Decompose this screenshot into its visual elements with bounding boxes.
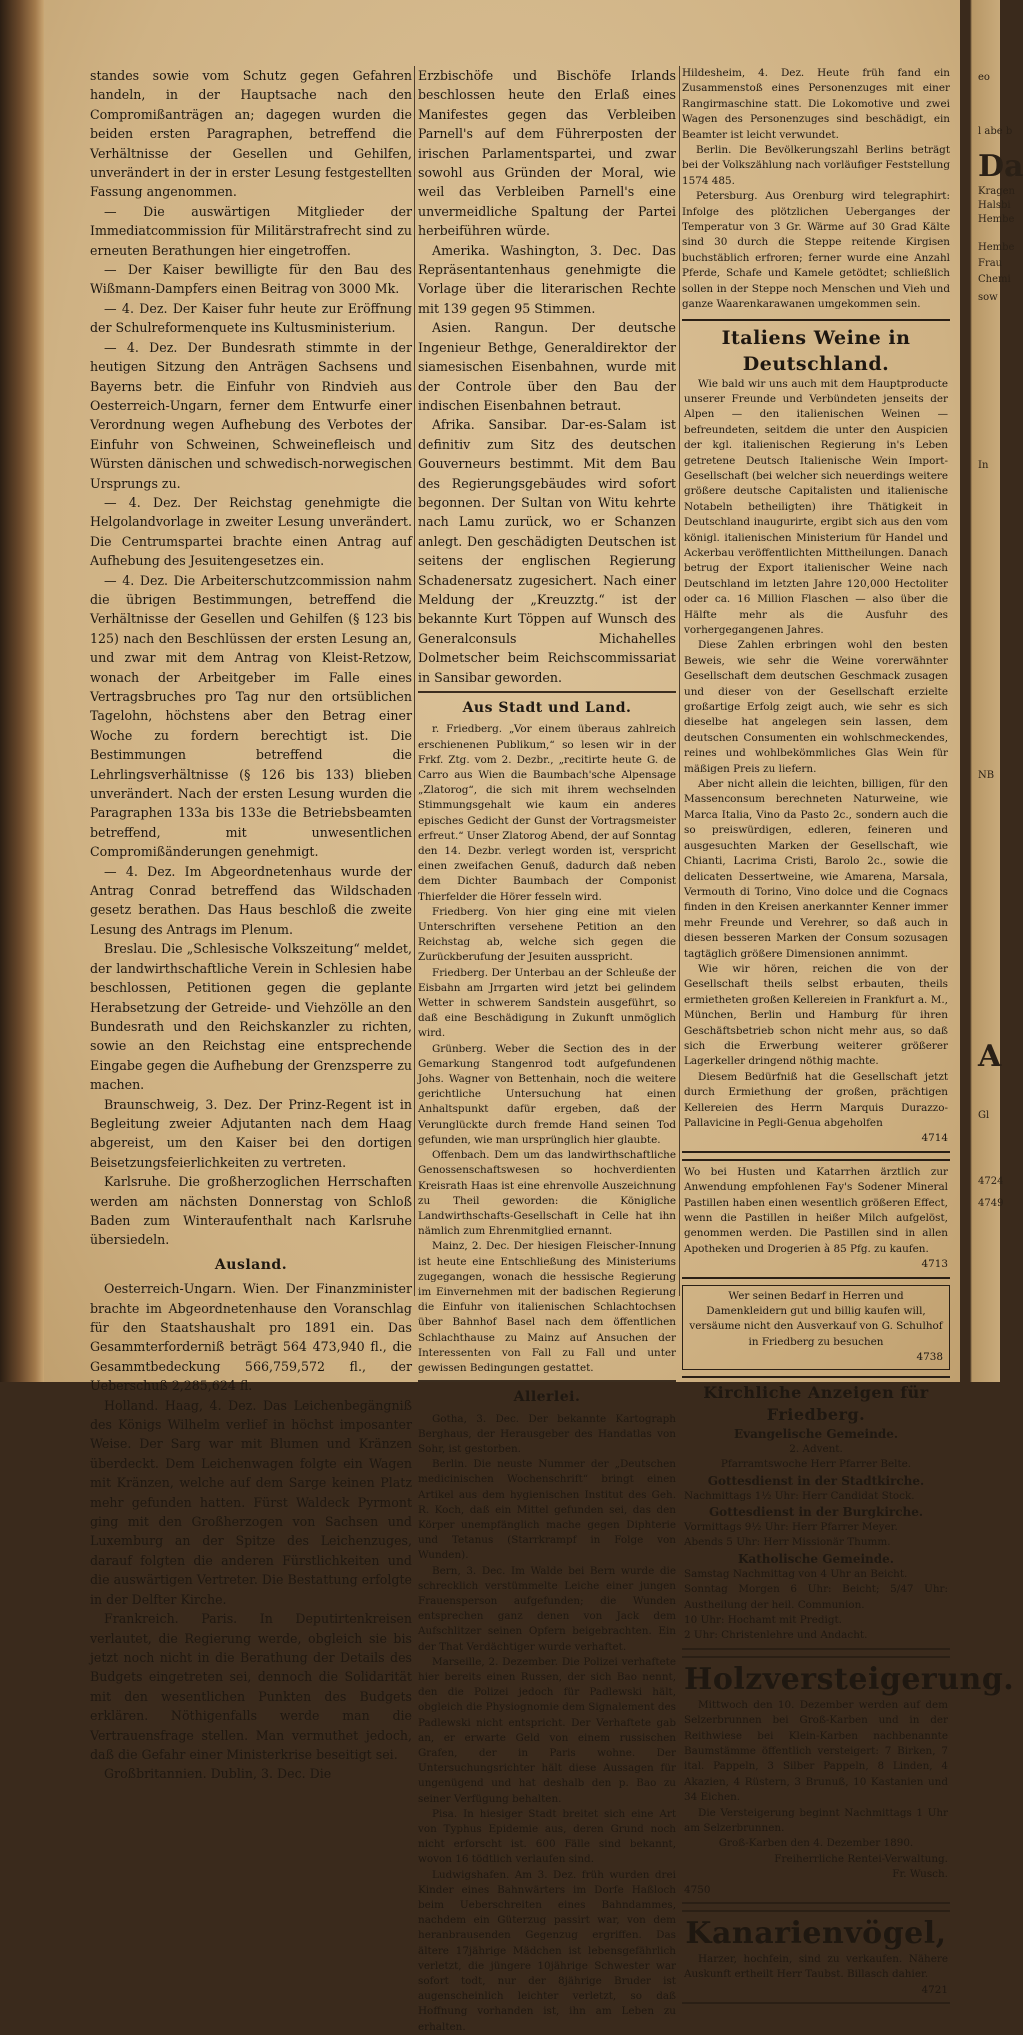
column-1	[90, 66, 412, 1782]
church-title: Kirchliche Anzeigen für Friedberg.	[703, 1382, 929, 1424]
facing-page-fragment: A	[978, 1039, 1002, 1074]
church-line: Nachmittags 1½ Uhr: Herr Candidat Stock.	[684, 1489, 915, 1502]
advert-signature: Groß-Karben den 4. Dezember 1890.	[718, 1837, 914, 1850]
advert-title: Holzversteigerung.	[684, 1661, 1015, 1697]
book-binding	[0, 0, 44, 1382]
paragraph: — Der Kaiser bewilligte für den Bau des Wißmann-Dampfers einen Beitrag von 3000 Mk.	[90, 262, 412, 297]
section-heading-ausland: Ausland.	[214, 1256, 288, 1273]
facing-page-fragment: Frau	[978, 258, 1003, 269]
church-subheading: Gottesdienst in der Burgkirche.	[708, 1504, 924, 1519]
paragraph: r. Friedberg. „Vor einem überaus zahlreich erschienenen Publikum,“ so lesen wir in der Frkf. Ztg. vom 2. Dezbr., „recitirte heute G. de Carro aus Wien die Baumbach'sche Alpensage „Zlatorog“, die sich mit ihrem wechselnden Stimmungsgehalt wie kaum ein anderes episches Gedicht der Gunst der Vortragsmeister erfreut.“ Unser Zlatorog Abend, der auf Sonntag den 14. Dezbr. verlegt worden ist, verspricht einen zweifachen Genuß, dadurch daß neben dem Dichter Baumbach der Componist Thierfelder die Hörer fesseln wird.	[418, 723, 676, 903]
facing-page-fragment: Chemi	[978, 274, 1011, 285]
paragraph: Friedberg. Von hier ging eine mit vielen Unterschriften versehene Petition an den Reichstag ab, welche sich gegen die Zurückberufung der Jesuiten ausspricht.	[418, 905, 676, 964]
advert-title: Kanarienvögel,	[685, 1916, 947, 1952]
advert-signature: Freiherrliche Rentei-Verwaltung.	[774, 1852, 948, 1865]
facing-page-fragment: Halsbi	[978, 200, 1011, 211]
section-heading-stadt-und-land: Aus Stadt und Land.	[462, 700, 632, 716]
facing-page-fragment: Da	[978, 149, 1023, 184]
paragraph: Berlin. Die neuste Nummer der „Deutschen medicinischen Wochenschrift“ bringt einen Artikel aus dem hygienischen Institut des Geh. R. Koch, daß ein Mittel gefunden sei, das den Körper unempfänglich mache gegen Diphterie und Tetanus (Starrkrampf in Folge von Wunden).	[418, 1458, 676, 1562]
facing-page-fragment: Hembe	[978, 214, 1015, 225]
paragraph: Die Versteigerung beginnt Nachmittags 1 Uhr am Selzerbrunnen.	[684, 1806, 948, 1834]
church-line: Vormittags 9½ Uhr: Herr Pfarrer Meyer.	[684, 1520, 898, 1533]
column-divider	[679, 66, 680, 1296]
paragraph: Diese Zahlen erbringen wohl den besten Beweis, wie sehr die Weine vorerwähnter Gesellschaft dem deutschen Geschmack zusagen und dieser von der Gesellschaft erzielte großartige Erfolg zeigt auch, wie sehr es sich dieselbe hat angelegen sein lassen, dem deutschen Consumenten ein wohlschmeckendes, reines und wohlbekömmliches Glas Wein für mäßigen Preis zu liefern.	[684, 639, 948, 775]
paragraph: Karlsruhe. Die großherzoglichen Herrschaften werden am nächsten Donnerstag von Schloß Baden zum Winteraufenthalt nach Karlsruhe übersiedeln.	[90, 1174, 412, 1248]
advert-signature: Fr. Wusch.	[892, 1868, 948, 1881]
facing-page-fragment: sow	[978, 292, 998, 303]
advert-text: Wer seinen Bedarf in Herren und Damenkleidern gut und billig kaufen will, versäume nicht den Ausverkauf von G. Schulhof in Friedberg zu besuchen	[689, 1289, 943, 1348]
paragraph: Friedberg. Der Unterbau an der Schleuße der Eisbahn am Jrrgarten wird jetzt bei gelindem Wetter in schwerem Sandstein ausgeführt, so daß eine Beschädigung in Zukunft unmöglich wird.	[418, 966, 676, 1040]
facing-page-fragment: eo	[978, 72, 990, 83]
advert-number: 4713	[921, 1258, 948, 1271]
paragraph: Marseille, 2. Dezember. Die Polizei verhaftete hier bereits einen Russen, der sich Bao nennt, den die Polizei jedoch für Padlewski hält, obgleich die Physiognomie dem Signalement des Padlewski nicht entspricht. Der Verhaftete gab an, er erwarte Geld von einem russischen Grafen, der in Paris wohne. Der Untersuchungsrichter hält diese Aussagen für ungenügend und hat deshalb den p. Bao zu seiner Verfügung behalten.	[418, 1655, 677, 1805]
paragraph: Holland. Haag, 4. Dez. Das Leichenbegängniß des Königs Wilhelm verlief in höchst imposanter Weise. Der Sarg war mit Blumen und Kränzen überdeckt. Dem Leichenwagen folgte ein Wagen mit Kränzen, welche auf dem Sarge keinen Platz mehr gefunden hatten. Fürst Waldeck Pyrmont ging mit den Großherzogen von Sachsen und Luxemburg an der Spitze des Leichenzuges, darauf folgten die anderen Fürstlichkeiten und die auswärtigen Vertreter. Die Bestattung erfolgte in der Delfter Kirche.	[90, 1397, 412, 1607]
church-subheading: Evangelische Gemeinde.	[733, 1426, 899, 1441]
advert-title: Italiens Weine in Deutschland.	[721, 326, 911, 375]
paragraph: Frankreich. Paris. In Deputirtenkreisen verlautet, die Regierung werde, obgleich sie bis jetzt noch nicht in die Berathung der Details des Budgets eingetreten sei, dennoch die Solidarität mit den wesentlichen Punkten des Budgets erklären. Nöthigenfalls werde man die Vertrauensfrage stellen. Man vermuthet jedoch, daß die Gefahr einer Ministerkrise beseitigt sei.	[90, 1611, 412, 1762]
paragraph: — 4. Dez. Der Bundesrath stimmte in der heutigen Sitzung den Anträgen Sachsens und Bayerns betr. die Einfuhr von Rindvieh aus Oesterreich-Ungarn, ferner dem Entwurfe einer Verordnung wegen Aufhebung des Verbotes der Einfuhr von Schweinen, Schweinefleisch und Würsten dänischen und schwedisch-norwegischen Ursprungs zu.	[90, 339, 412, 491]
paragraph: Harzer, hochfein, sind zu verkaufen. Nähere Auskunft ertheilt Herr Taubst. Billasch dahier.	[684, 1953, 948, 1981]
column-divider	[414, 66, 415, 1296]
paragraph: Wie bald wir uns auch mit dem Hauptproducte unserer Freunde und Verbündeten jenseits der Alpen — den italienischen Weinen — befreundeten, seitdem die unter den Auspicien der kgl. italienischen Regierung in's Leben getretene Deutsch Italienische Wein Import-Gesellschaft (bei welcher sich neuerdings weitere größere deutsche Capitalisten und italienische Notabeln betheiligten) ihre Thätigkeit in Deutschland inaugurirte, ergibt sich aus den vom königl. italienischen Ministerium für Handel und Ackerbau veröffentlichten Mittheilungen. Danach betrug der Export italienischer Weine nach Deutschland im letzten Jahre 120,000 Hectoliter oder ca. 16 Million Flaschen — also über die Hälfte mehr als die Ausfuhr des vorhergegangenen Jahres.	[684, 377, 948, 636]
facing-page-fragment: In	[978, 460, 989, 471]
church-notices	[682, 1376, 950, 1650]
paragraph: Hildesheim, 4. Dez. Heute früh fand ein Zusammenstoß eines Personenzuges mit einer Rangirmaschine statt. Die Lokomotive und zwei Wagen des Personenzuges sind beschädigt, ein Beamter ist leicht verwundet.	[682, 67, 950, 141]
section-rule	[418, 691, 676, 693]
advert-kanarienvoegel	[682, 1910, 950, 2004]
facing-page-fragment: Hembe	[978, 242, 1015, 253]
paragraph: Erzbischöfe und Bischöfe Irlands beschlossen heute den Erlaß eines Manifestes gegen das Verbleiben Parnell's auf dem Führerposten der irischen Parlamentspartei, und zwar sowohl aus Gründen der Moral, wie weil das Verbleiben Parnell's eine unvermeidliche Spaltung der Partei herbeiführen würde.	[418, 68, 676, 239]
section-rule	[418, 1380, 676, 1382]
facing-page-fragment: Kragen	[978, 186, 1015, 197]
facing-page-edge	[960, 0, 1023, 1382]
facing-page-fragment: Gl	[978, 1110, 990, 1121]
miscellaneous-news	[418, 1412, 676, 2035]
advert-number: 4714	[921, 1132, 948, 1145]
section-heading-allerlei: Allerlei.	[513, 1389, 581, 1406]
paragraph: Mittwoch den 10. Dezember werden auf dem Selzerbrunnen bei Groß-Karben und in der Reithwiese bei Klein-Karben nachbenannte Baumstämme öffentlich versteigert: 7 Birken, 7 ital. Pappeln, 3 Silber Pappeln, 8 Linden, 4 Akazien, 4 Rüstern, 3 Brunuß, 10 Kastanien und 34 Eichen.	[684, 1698, 948, 1804]
paragraph: Aber nicht allein die leichten, billigen, für den Massenconsum berechneten Naturweine, wie Marca Italia, Vino da Pasto 2c., sondern auch die so preiswürdigen, edleren, feineren und ausgesuchten Marken der Gesellschaft, wie Chianti, Lacrima Cristi, Barolo 2c., sowie die delicaten Dessertweine, wie Amarena, Marsala, Vermouth di Torino, Vino dolce und die Cognacs finden in den Kreisen anerkannter Kenner immer mehr Freunde und Verehrer, so daß auch in diesen besseren Marken der Consum sozusagen tagtäglich größere Dimensionen annimmt.	[684, 778, 948, 960]
church-line: 2 Uhr: Christenlehre und Andacht.	[684, 1629, 868, 1642]
column-2	[418, 66, 677, 2033]
paragraph: Pisa. In hiesiger Stadt breitet sich eine Art von Typhus Epidemie aus, deren Grund noch nicht erforscht ist. 600 Fälle sind bekannt, wovon 16 tödtlich verlaufen sind.	[418, 1807, 676, 1866]
church-subheading: Katholische Gemeinde.	[738, 1551, 894, 1566]
paragraph: — 4. Dez. Der Reichstag genehmigte die Helgolandvorlage in zweiter Lesung unverändert. Die Centrumspartei brachte einen Antrag auf Aufhebung des Jesuitengesetzes ein.	[90, 494, 412, 569]
paragraph: Afrika. Sansibar. Dar-es-Salam ist definitiv zum Sitz des deutschen Gouverneurs bestimmt. Mit dem Bau des Regierungsgebäudes wird sofort begonnen. Der Sultan von Witu kehrte nach Lamu zurück, wo er Schanzen anlegt. Den geschädigten Deutschen ist seitens der englischen Regierung Schadenersatz zugesichert. Nach einer Meldung der „Kreuzztg.“ ist der bekannte Kurt Töppen auf Wunsch des Generalconsuls Michahelles Dolmetscher beim Reichscommissariat in Sansibar geworden.	[418, 417, 676, 685]
paragraph: — 4. Dez. Im Abgeordnetenhaus wurde der Antrag Conrad betreffend das Wildschaden gesetz berathen. Das Haus beschloß die zweite Lesung des Antrags im Plenum.	[90, 863, 412, 937]
church-line: Samstag Nachmittag von 4 Uhr an Beicht.	[684, 1567, 908, 1580]
paragraph: Berlin. Die Bevölkerungszahl Berlins beträgt bei der Volkszählung nach vorläufiger Feststellung 1574 485.	[682, 144, 950, 187]
paragraph: Wo bei Husten und Katarrhen ärztlich zur Anwendung empfohlenen Fay's Sodener Mineral Pastillen haben einen wesentlich größeren Effect, wenn die Pastillen in heißer Milch aufgelöst, genommen werden. Die Pastillen sind in allen Apotheken und Drogerien à 85 Pfg. zu kaufen.	[684, 1165, 948, 1255]
paragraph: Amerika. Washington, 3. Dec. Das Repräsentantenhaus genehmigte die Vorlage über die literarischen Rechte mit 139 gegen 95 Stimmen.	[418, 242, 676, 316]
facing-page-fragment: NB	[978, 770, 995, 781]
paragraph: Offenbach. Dem um das landwirthschaftliche Genossenschaftswesen so hochverdienten Kreisrath Haas ist eine ehrenvolle Auszeichnung zu Theil geworden: die Königliche Landwirthschafts-Gesellschaft in Celle hat ihn nämlich zum Ehrenmitglied ernannt.	[418, 1149, 676, 1238]
facing-page-fragment: 4749	[978, 1198, 1004, 1209]
paragraph: — Die auswärtigen Mitglieder der Immediatcommission für Militärstrafrecht sind zu erneuten Berathungen hier eingetroffen.	[90, 203, 412, 258]
church-line: Pfarramtswoche Herr Pfarrer Belte.	[720, 1458, 912, 1471]
paragraph: Großbritannien. Dublin, 3. Dec. Die	[104, 1766, 332, 1782]
advert-number: 4721	[921, 1983, 948, 1996]
advert-schulhof	[682, 1285, 950, 1370]
church-line: 2. Advent.	[789, 1442, 843, 1455]
paragraph: Grünberg. Weber die Section des in der Gemarkung Stangenrod todt aufgefundenen Johs. Wagner von Bettenhain, noch die weitere gerichtliche Untersuchung hat einen Anhaltspunkt dafür ergeben, daß der Verunglückte durch fremde Hand seinen Tod gefunden, wie man ursprünglich hier glaubte.	[418, 1042, 676, 1146]
paragraph: Breslau. Die „Schlesische Volkszeitung“ meldet, der landwirthschaftliche Verein in Schlesien habe beschlossen, Petitionen gegen die geplante Herabsetzung der Getreide- und Viehzölle an den Bundesrath und den Reichskanzler zu richten, sowie an den Reichstag eine entsprechende Eingabe gegen die Aufhebung der Grenzsperre zu machen.	[90, 941, 412, 1093]
church-line: Sonntag Morgen 6 Uhr: Beicht; 5/47 Uhr: Austheilung der heil. Communion.	[684, 1583, 948, 1611]
church-line: Abends 5 Uhr: Herr Missionär Thumm.	[684, 1536, 891, 1549]
paragraph: Braunschweig, 3. Dez. Der Prinz-Regent ist in Begleitung zweier Adjutanten nach dem Haag abgereist, um den Kaiser bei den dortigen Beisetzungsfeierlichkeiten zu vertreten.	[90, 1096, 412, 1170]
paragraph: Petersburg. Aus Orenburg wird telegraphirt: Infolge des plötzlichen Ueberganges der Temperatur von 3 Gr. Wärme auf 30 Grad Kälte sind 30 durch die Steppe reitende Kirgisen buchstäblich erfroren; ferner wurde eine Anzahl Pferde, Schafe und Kamele getödtet; schließlich sollen in der Steppe noch Menschen und Vieh und ganze Waarenkarawanen umgekommen sein.	[682, 190, 950, 311]
paragraph: Ludwigshafen. Am 3. Dez. früh wurden drei Kinder eines Bahnwärters im Dorfe Haßloch beim Ueberschreiten eines Bahndammes, nachdem ein Güterzug passirt war, von dem heranbrausenden Gegenzug ergriffen. Das ältere 17jährige Mädchen ist lebensgefährlich verletzt, die jüngere 10jährige Schwester war sofort todt, nur der 8jährige Bruder ist augenscheinlich leichter verletzt, so daß Hoffnung vorhanden ist, ihn am Leben zu erhalten.	[418, 1868, 676, 2033]
paragraph: Diesem Bedürfniß hat die Gesellschaft jetzt durch Ermiethung der großen, prächtigen Kellereien des Herrn Marquis Durazzo-Pallavicine in Pegli-Genua abgeholfen	[684, 1070, 948, 1129]
advert-italian-wines	[682, 319, 950, 1153]
advert-number: 4750	[684, 1883, 711, 1896]
advert-sodener-pastillen	[682, 1159, 950, 1279]
paragraph: Bern, 3. Dec. Im Walde bei Bern wurde die schrecklich verstümmelte Leiche einer jungen Frauensperson aufgefunden; die Wunden entsprechen ganz denen von Jack dem Aufschlitzer seinen Opfern beigebrachten. Ein der That Verdächtiger wurde verhaftet.	[418, 1564, 676, 1653]
church-line: 10 Uhr: Hochamt mit Predigt.	[684, 1613, 842, 1626]
paragraph: — 4. Dez. Der Kaiser fuhr heute zur Eröffnung der Schulreformenquete ins Kultusministerium.	[90, 300, 412, 336]
local-news	[418, 722, 676, 1376]
paragraph: Mainz, 2. Dec. Der hiesigen Fleischer-Innung ist heute eine Entschließung des Ministeriums zugegangen, wonach die hessische Regierung im Einvernehmen mit der badischen Regierung die Einfuhr von italienischen Schlachtochsen über Bahnhof Basel nach dem öffentlichen Schlachthause zu Mainz auf Ansuchen der Interessenten von Fall zu Fall und unter gewissen Bedingungen gestattet.	[418, 1240, 676, 1374]
paragraph: standes sowie vom Schutz gegen Gefahren handeln, in der Hauptsache nach den Compromißanträgen an; dagegen wurden die beiden ersten Paragraphen, betreffend die Verhältnisse der Gesellen und Gehilfen, unverändert in der in erster Lesung festgestellten Fassung angenommen.	[90, 68, 412, 200]
facing-page-fragment: l abe b	[978, 126, 1013, 137]
paragraph: Oesterreich-Ungarn. Wien. Der Finanzminister brachte im Abgeordnetenhause den Voranschlag für den Staatshaushalt pro 1891 ein. Das Gesammterforderniß beträgt 564 473,940 fl., die Gesammtbedeckung 566,759,572 fl., der Ueberschuß 2,285,624 fl.	[90, 1281, 412, 1394]
church-subheading: Gottesdienst in der Stadtkirche.	[707, 1473, 925, 1488]
paragraph: Wie wir hören, reichen die von der Gesellschaft theils selbst erbauten, theils ermietheten großen Kellereien in Frankfurt a. M., München, Berlin und Hamburg für ihren Geschäftsbetrieb schon nicht mehr aus, so daß sich die Erwerbung weiterer größerer Lagerkeller dringend nöthig machte.	[684, 962, 948, 1068]
paragraph: Gotha, 3. Dec. Der bekannte Kartograph Berghaus, der Herausgeber des Handatlas von Sohr, ist gestorben.	[418, 1412, 676, 1455]
paragraph: — 4. Dez. Die Arbeiterschutzcommission nahm die übrigen Bestimmungen, betreffend die Verhältnisse der Gesellen und Gehilfen (§ 123 bis 125) nach den Beschlüssen der ersten Lesung an, und zwar mit dem Antrag von Kleist-Retzow, wonach der Arbeitgeber im Falle eines Vertragsbruches pro Tag nur den ortsüblichen Tagelohn, höchstens aber den Betrag einer Woche zu fordern berechtigt ist. Die Bestimmungen betreffend die Lehrlingsverhältnisse (§ 126 bis 133) blieben unverändert. Nach der ersten Lesung wurden die Paragraphen 133a bis 133e die Betriebsbeamten betreffend, mit unwesentlichen Compromißänderungen genehmigt.	[90, 572, 412, 860]
paragraph: Asien. Rangun. Der deutsche Ingenieur Bethge, Generaldirektor der siamesischen Eisenbahnen, wurde mit der Controle über den Bau der indischen Eisenbahnen betraut.	[418, 320, 676, 413]
advert-holzversteigerung	[682, 1656, 1015, 1904]
facing-page-fragment: 4724	[978, 1176, 1004, 1187]
advert-number: 4738	[916, 1351, 943, 1364]
